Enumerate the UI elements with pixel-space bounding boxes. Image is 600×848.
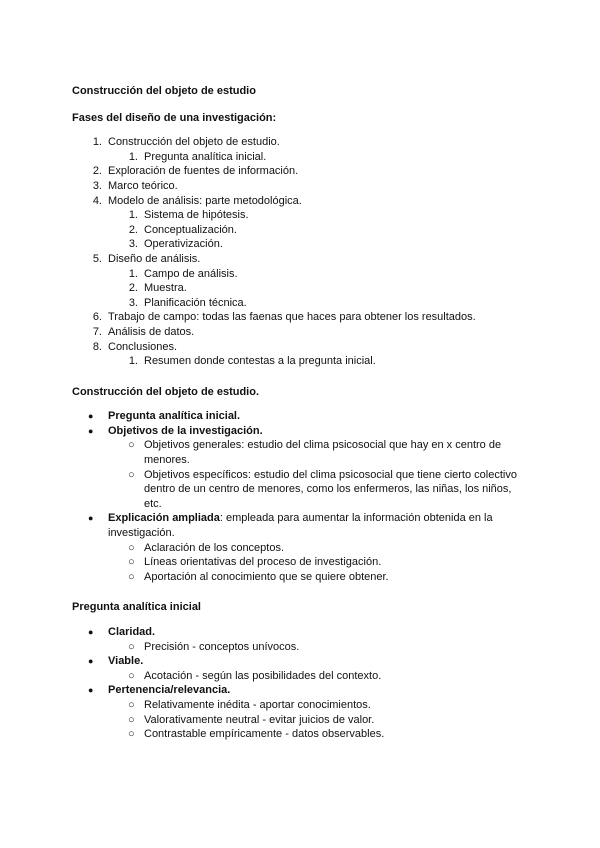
objeto-3-sub-2: ○ Líneas orientativas del proceso de investigación. <box>128 556 382 569</box>
circle-bullet-icon: ○ <box>128 728 135 741</box>
objeto-2-sub-2: ○ Objetivos específicos: estudio del clima psicosocial que tiene cierto colectivo dentro de un centro de menores, como los enfermeros, las niñas, los niños, etc. <box>128 468 517 510</box>
pregunta-3-sub-1: ○ Relativamente inédita - aportar conocimientos. <box>128 698 371 711</box>
phase-4-sub-3: 3. Operativización. <box>128 238 223 251</box>
phase-item-3: 3. Marco teórico. <box>92 179 178 192</box>
phase-item-5: 5. Diseño de análisis. <box>92 252 201 265</box>
circle-bullet-icon: ○ <box>128 713 135 726</box>
circle-bullet-icon: ○ <box>128 640 135 653</box>
circle-bullet-icon: ○ <box>128 698 135 711</box>
phase-4-sub-1: 1. Sistema de hipótesis. <box>128 209 249 222</box>
phase-5-sub-3: 3. Planificación técnica. <box>128 296 247 309</box>
circle-bullet-icon: ○ <box>128 570 135 583</box>
phase-item-7: 7. Análisis de datos. <box>92 325 195 338</box>
phase-4-sub-2: 2. Conceptualización. <box>128 223 237 236</box>
objeto-2-sub-1: ○ Objetivos generales: estudio del clima psicosocial que hay en x centro de menores. <box>128 439 502 467</box>
circle-bullet-icon: ○ <box>128 468 135 481</box>
document-content <box>72 84 532 742</box>
circle-bullet-icon: ○ <box>128 541 135 554</box>
bullet-icon: ● <box>88 411 94 422</box>
pregunta-3-sub-2: ○ Valorativamente neutral - evitar juicios de valor. <box>128 713 375 726</box>
pregunta-3-sub-3: ○ Contrastable empíricamente - datos observables. <box>128 728 385 741</box>
phase-item-2: 2. Exploración de fuentes de información. <box>92 165 299 178</box>
pregunta-item-2: ● Viable. <box>88 655 144 668</box>
document-title: Construcción del objeto de estudio <box>72 85 256 97</box>
bullet-icon: ● <box>88 656 94 667</box>
phase-8-sub-1: 1. Resumen donde contestas a la pregunta inicial. <box>128 355 376 368</box>
bullet-icon: ● <box>88 627 94 637</box>
pregunta-item-3: ● Pertenencia/relevancia. <box>88 684 231 697</box>
phase-item-1: 1. Construcción del objeto de estudio. <box>92 136 280 149</box>
circle-bullet-icon: ○ <box>128 439 135 452</box>
pregunta-list <box>72 625 532 742</box>
pregunta-2-sub-1: ○ Acotación - según las posibilidades del contexto. <box>128 669 382 682</box>
objeto-list <box>72 409 532 584</box>
phase-5-sub-2: 2. Muestra. <box>128 282 187 295</box>
section-heading-objeto: Construcción del objeto de estudio. <box>72 385 260 398</box>
phases-heading: Fases del diseño de una investigación: <box>72 111 277 124</box>
objeto-3-sub-3: ○ Aportación al conocimiento que se quiere obtener. <box>128 570 389 583</box>
phase-item-8: 8. Conclusiones. <box>92 340 178 353</box>
phase-item-6: 6. Trabajo de campo: todas las faenas que haces para obtener los resultados. <box>92 311 476 324</box>
objeto-item-3: ● Explicación ampliada: empleada para aumentar la información obtenida en la investigación. <box>88 512 493 540</box>
phase-item-4: 4. Modelo de análisis: parte metodológica. <box>92 194 302 207</box>
circle-bullet-icon: ○ <box>128 669 135 682</box>
bullet-icon: ● <box>88 425 94 436</box>
circle-bullet-icon: ○ <box>128 556 135 569</box>
objeto-3-sub-1: ○ Aclaración de los conceptos. <box>128 541 285 554</box>
bullet-icon: ● <box>88 685 94 696</box>
pregunta-1-sub-1: ○ Precisión - conceptos unívocos. <box>128 640 300 653</box>
pregunta-item-1: ● Claridad. <box>88 626 156 638</box>
section-heading-pregunta: Pregunta analítica inicial <box>72 601 201 614</box>
objeto-item-1: ● Pregunta analítica inicial. <box>88 410 241 423</box>
phase-5-sub-1: 1. Campo de análisis. <box>128 267 238 280</box>
objeto-item-2: ● Objetivos de la investigación. <box>88 424 263 437</box>
phases-list <box>72 135 532 369</box>
bullet-icon: ● <box>88 513 94 524</box>
phase-1-sub-1: 1. Pregunta analítica inicial. <box>128 150 267 163</box>
